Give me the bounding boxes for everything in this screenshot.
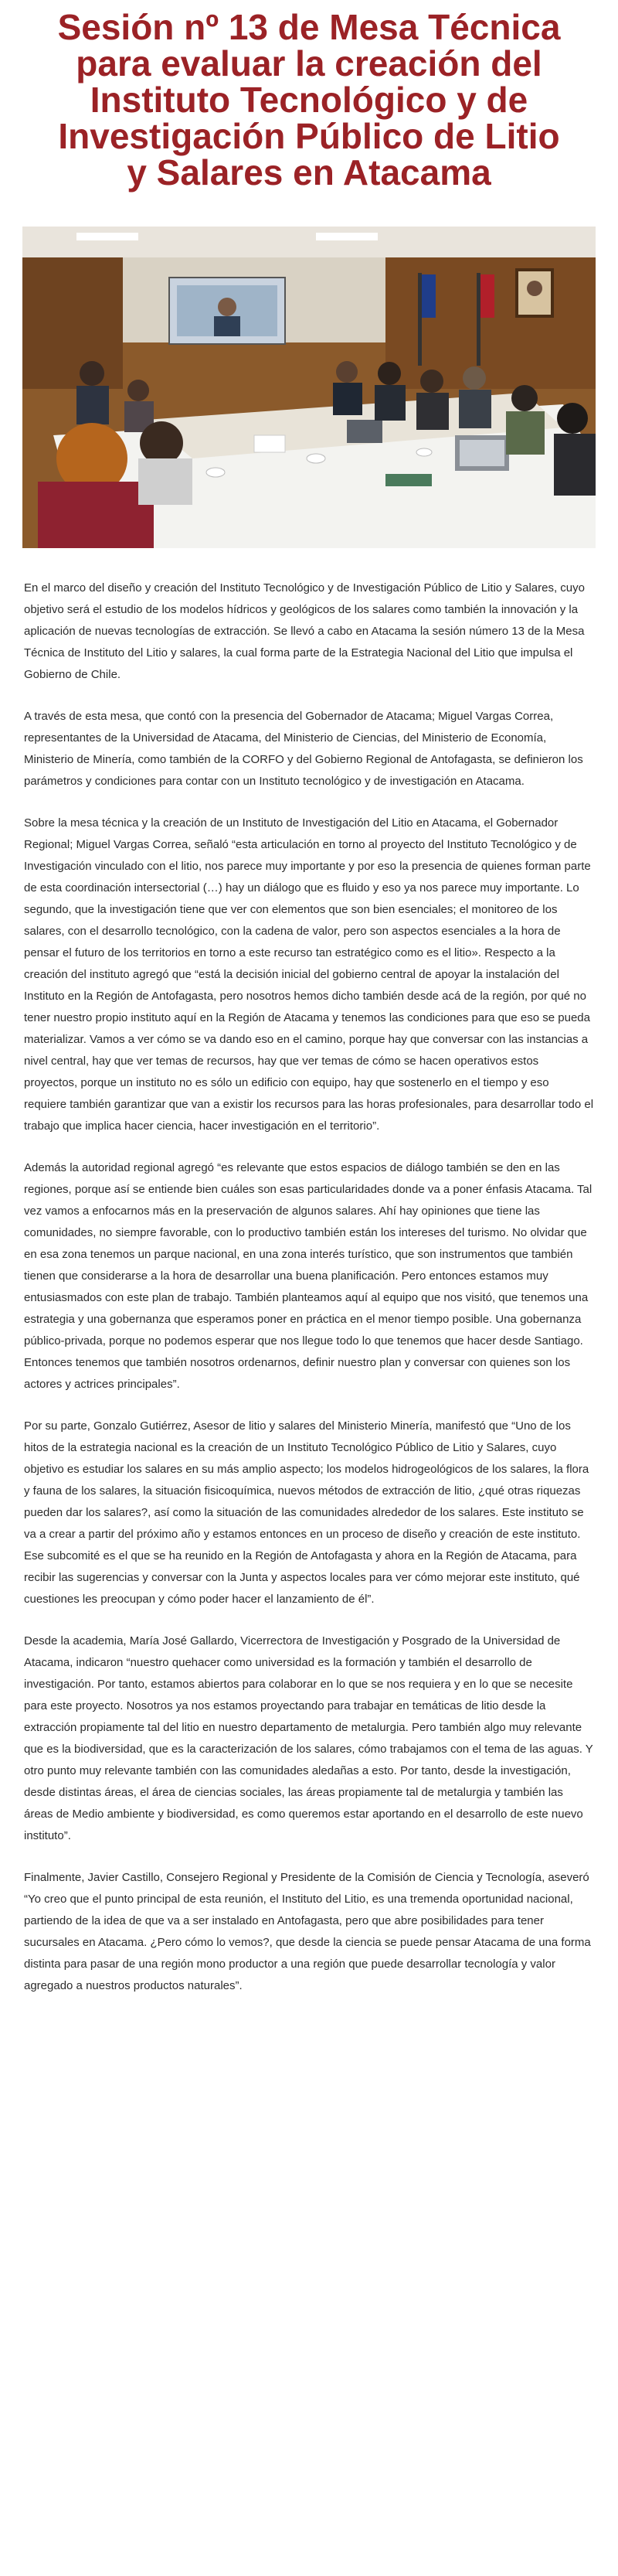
meeting-photo <box>22 227 596 548</box>
meeting-photo-illustration <box>22 227 596 548</box>
article-title: Sesión nº 13 de Mesa Técnica para evaluar la creación del Instituto Tecnológico y de Investigación Público de Litio y Salares en Atacama <box>57 7 561 193</box>
article-paragraph: En el marco del diseño y creación del Instituto Tecnológico y de Investigación Público de Litio y Salares, cuyo objetivo será el estudio de los modelos hídricos y geológicos de los salares como también la innovación y la aplicación de nuevas tecnologías de extracción. Se llevó a cabo en Atacama la sesión número 13 de la Mesa Técnica de Instituto del Litio y salares, la cual forma parte de la Estrategia Nacional del Litio que impulsa el Gobierno de Chile. <box>24 581 585 681</box>
article-paragraph: A través de esta mesa, que contó con la presencia del Gobernador de Atacama; Miguel Vargas Correa, representantes de la Universidad de Atacama, del Ministerio de Ciencias, del Ministerio de Economía, Ministerio de Minería, como también de la CORFO y del Gobierno Regional de Antofagasta, se definieron los parámetros y condiciones para contar con un Instituto tecnológico y de investigación en Atacama. <box>24 710 583 788</box>
article-paragraph: Por su parte, Gonzalo Gutiérrez, Asesor de litio y salares del Ministerio Minería, manifestó que “Uno de los hitos de la estrategia nacional es la creación de un Instituto Tecnológico Público de Litio y Salares, cuyo objetivo es estudiar los salares en su más amplio aspecto; los modelos hidrogeológicos de los salares, la flora y fauna de los salares, la situación fisicoquímica, nuevos métodos de extracción de litio, ¿qué otras riquezas pueden dar los salares?, así como la situación de las comunidades alrededor de los salares. Este instituto se va a crear a partir del próximo año y estamos entonces en un proceso de diseño y creación de este instituto. Ese subcomité es el que se ha reunido en la Región de Antofagasta y ahora en la Región de Atacama, para recibir las sugerencias y conversar con la Junta y aspectos locales para ver cómo mejorar este instituto, qué cuestiones les preocupan y cómo poder hacer el lanzamiento de él”. <box>24 1419 589 1606</box>
article-paragraph: Además la autoridad regional agregó “es relevante que estos espacios de diálogo también se den en las regiones, porque así se entiende bien cuáles son esas particularidades donde va a poner énfasis Atacama. Tal vez vamos a enfocarnos más en la preservación de algunos salares. Ahí hay opiniones que tiene las comunidades, no siempre favorable, con lo productivo también están los intereses del turismo. No olvidar que en esa zona tenemos un parque nacional, en una zona interés turístico, que son instrumentos que también tienen que considerarse a la hora de desarrollar una buena planificación. Pero entonces estamos muy entusiasmados con este plan de trabajo. También planteamos aquí al equipo que nos visitó, que tenemos una estrategia y una gobernanza que esperamos poner en práctica en el menor tiempo posible. Una gobernanza público-privada, porque no podemos esperar que nos llegue todo lo que tenemos que hacer desde Santiago. Entonces tenemos que también nosotros ordenarnos, definir nuestro plan y conversar con quienes son los actores y actrices principales”. <box>24 1161 593 1391</box>
article-paragraph: Desde la academia, María José Gallardo, Vicerrectora de Investigación y Posgrado de la Universidad de Atacama, indicaron “nuestro quehacer como universidad es la formación y también el desarrollo de investigación. Por tanto, estamos abiertos para colaborar en lo que se nos requiera y en lo que se necesite para este proyecto. Nosotros ya nos estamos proyectando para trabajar en temáticas de litio desde la extracción propiamente tal del litio en nuestro departamento de metalurgia. Pero también algo muy relevante que es la biodiversidad, que es la caracterización de los salares, cómo trabajamos con el tema de las aguas. Y otro punto muy relevante también con las comunidades aledañas a esto. Por tanto, desde la investigación, desde distintas áreas, el área de ciencias sociales, las áreas propiamente tal de metalurgia y también las áreas de Medio ambiente y biodiversidad, es como queremos estar aportando en el desarrollo de este nuevo instituto”. <box>24 1634 593 1842</box>
article-body <box>0 548 618 1997</box>
article-paragraph: Finalmente, Javier Castillo, Consejero Regional y Presidente de la Comisión de Ciencia y Tecnología, aseveró “Yo creo que el punto principal de esta reunión, el Instituto del Litio, es una tremenda oportunidad nacional, partiendo de la idea de que va a ser instalado en Antofagasta, pero que abre posibilidades para tener sucursales en Atacama. ¿Pero cómo lo vemos?, que desde la ciencia se puede pensar Atacama de una forma distinta para pasar de una región mono productor a una región que puede desarrollar tecnología y valor agregado a nuestros productos naturales”. <box>24 1871 591 1992</box>
article-paragraph: Sobre la mesa técnica y la creación de un Instituto de Investigación del Litio en Atacama, el Gobernador Regional; Miguel Vargas Correa, señaló “esta articulación en torno al proyecto del Instituto Tecnológico y de Investigación vinculado con el litio, nos parece muy importante y por eso la presencia de quienes forman parte de esta coordinación intersectorial (…) hay un diálogo que es fluido y eso ya nos parece muy importante. Lo segundo, que la investigación tiene que ver con elementos que son bien esenciales; el monitoreo de los salares, con el desarrollo tecnológico, con la cadena de valor, pero son aspectos esenciales a la hora de pensar el futuro de los territorios en torno a este recurso tan estratégico como es el litio». Respecto a la creación del instituto agregó que “está la decisión inicial del gobierno central de apoyar la instalación del Instituto en la Región de Antofagasta, pero nosotros hemos dicho también desde acá de la región, por qué no tener nuestro propio instituto aquí en la Región de Atacama y tenemos las condiciones para que eso se pueda materializar. Vamos a ver cómo se va dando eso en el camino, porque hay que conversar con las instancias a nivel central, hay que ver temas de recursos, hay que ver temas de cómo se hacen operativos estos proyectos, porque un instituto no es sólo un edificio con equipo, hay que sostenerlo en el tiempo y eso requiere también garantizar que van a existir los recursos para las horas profesionales, para desarrollar todo el trabajo que implica hacer ciencia, hacer investigación en el territorio”. <box>24 816 594 1133</box>
